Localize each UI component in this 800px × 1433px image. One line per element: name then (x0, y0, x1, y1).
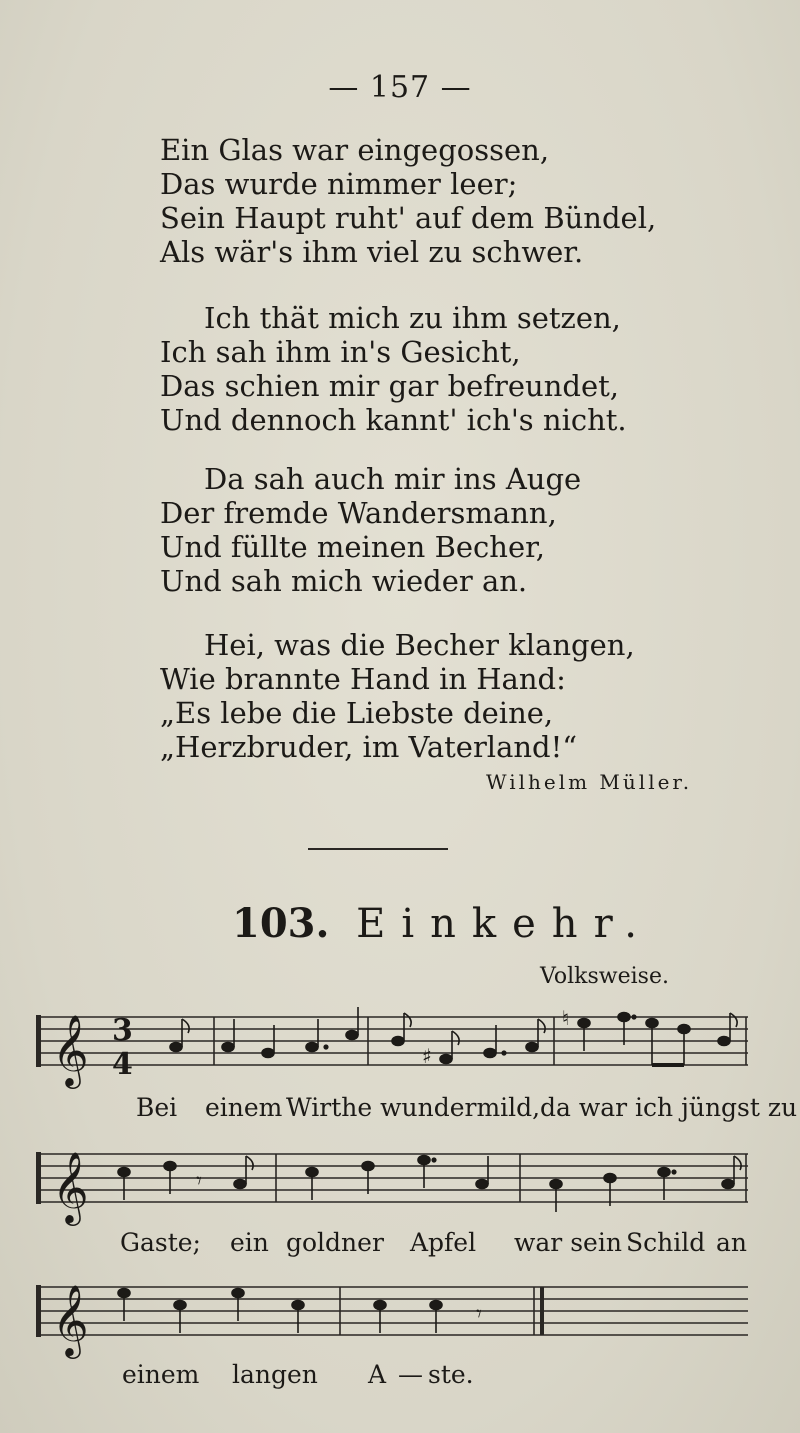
song-title: Einkehr. (356, 901, 654, 947)
note (306, 1168, 318, 1201)
note (306, 1019, 328, 1052)
poem-stanza-1 (160, 133, 656, 269)
poem-line: Und dennoch kannt' ich's nicht. (160, 403, 627, 437)
lyric-syllable: ste. (428, 1360, 474, 1389)
poem-line: Ich sah ihm in's Gesicht, (160, 335, 521, 369)
lyric-syllable: Schild (626, 1228, 706, 1257)
lyric-syllable: langen (232, 1360, 318, 1389)
note (374, 1301, 386, 1334)
poem-line: Ich thät mich zu ihm setzen, (204, 301, 621, 335)
poem-line: Hei, was die Becher klangen, (204, 628, 635, 662)
poem-line: Das wurde nimmer leer; (160, 167, 518, 201)
lyric-syllable: an (716, 1228, 748, 1257)
lyrics-line-2 (0, 1228, 800, 1262)
song-number: 103. (232, 900, 330, 947)
poem-line: Ein Glas war eingegossen, (160, 133, 550, 167)
song-heading (232, 900, 653, 947)
poem-line: „Herzbruder, im Vaterland!“ (160, 730, 578, 764)
note (170, 1019, 189, 1052)
poem-line: Da sah auch mir ins Auge (204, 462, 582, 496)
note (722, 1156, 741, 1189)
note (232, 1289, 244, 1322)
note (678, 1025, 690, 1066)
notes (170, 1006, 737, 1068)
music-staff-1 (0, 1005, 800, 1095)
section-divider (308, 848, 448, 850)
treble-clef-icon: 𝄞 (52, 1013, 89, 1086)
lyric-syllable: Apfel (410, 1228, 477, 1257)
note (658, 1168, 676, 1201)
note (222, 1019, 234, 1052)
note (476, 1156, 488, 1189)
note (440, 1031, 459, 1064)
natural-icon: ♮ (562, 1006, 570, 1030)
poem-stanza-4 (160, 628, 635, 764)
note (418, 1156, 436, 1189)
poem-line: Wie brannte Hand in Hand: (160, 662, 566, 696)
music-staff-3 (0, 1275, 800, 1365)
poem-stanza-2 (160, 301, 627, 437)
time-signature-top: 3 (112, 1013, 133, 1048)
rest-icon: 𝄾 (196, 1169, 202, 1194)
note (118, 1289, 130, 1322)
tune-indication: Volksweise. (540, 964, 669, 989)
note (292, 1301, 304, 1334)
treble-clef-icon: 𝄞 (52, 1150, 89, 1223)
system-bracket (36, 1285, 41, 1337)
note (578, 1019, 590, 1052)
note (646, 1019, 658, 1066)
poem-line: Als wär's ihm viel zu schwer. (160, 235, 584, 269)
poem-line: Und sah mich wieder an. (160, 564, 528, 598)
system-bracket (36, 1152, 41, 1204)
page-number: — 157 — (328, 70, 472, 105)
note (346, 1007, 358, 1040)
poem-line: Und füllte meinen Becher, (160, 530, 546, 564)
system-bracket (36, 1015, 41, 1067)
note (174, 1301, 186, 1334)
lyrics-line-1 (0, 1093, 800, 1127)
staff-lines (40, 1287, 748, 1335)
lyric-syllable: Bei (136, 1093, 178, 1122)
time-signature (112, 1013, 133, 1082)
poem-line: Das schien mir gar befreundet, (160, 369, 620, 403)
lyric-syllable: Wirthe wundermild, (286, 1093, 541, 1122)
rest-icon: 𝄾 (476, 1302, 482, 1327)
staff-lines (40, 1154, 748, 1202)
music-staff-2 (0, 1142, 800, 1232)
note (118, 1168, 130, 1201)
poem-author: Wilhelm Müller. (486, 770, 693, 794)
treble-clef-icon: 𝄞 (52, 1283, 89, 1356)
lyric-syllable: da war ich jüngst zu (540, 1093, 798, 1122)
lyric-syllable: — (398, 1360, 423, 1389)
time-signature-bottom: 4 (112, 1047, 133, 1082)
note (430, 1301, 442, 1334)
notes (118, 1156, 741, 1213)
lyric-syllable: war sein (514, 1228, 622, 1257)
poem-line: Sein Haupt ruht' auf dem Bündel, (160, 201, 657, 235)
lyrics-line-3 (0, 1360, 800, 1394)
lyric-syllable: einem (122, 1360, 200, 1389)
poem-stanza-3 (160, 462, 581, 598)
lyric-syllable: Gaste; (120, 1228, 201, 1257)
lyric-syllable: ein (230, 1228, 269, 1257)
lyric-syllable: A (368, 1360, 387, 1389)
lyric-syllable: goldner (286, 1228, 384, 1257)
note (550, 1180, 562, 1213)
poem-line: „Es lebe die Liebste deine, (160, 696, 554, 730)
sharp-icon: ♯ (422, 1044, 432, 1068)
lyric-syllable: einem (205, 1093, 283, 1122)
poem-line: Der fremde Wandersmann, (160, 496, 557, 530)
note (526, 1019, 545, 1052)
note (234, 1156, 253, 1189)
